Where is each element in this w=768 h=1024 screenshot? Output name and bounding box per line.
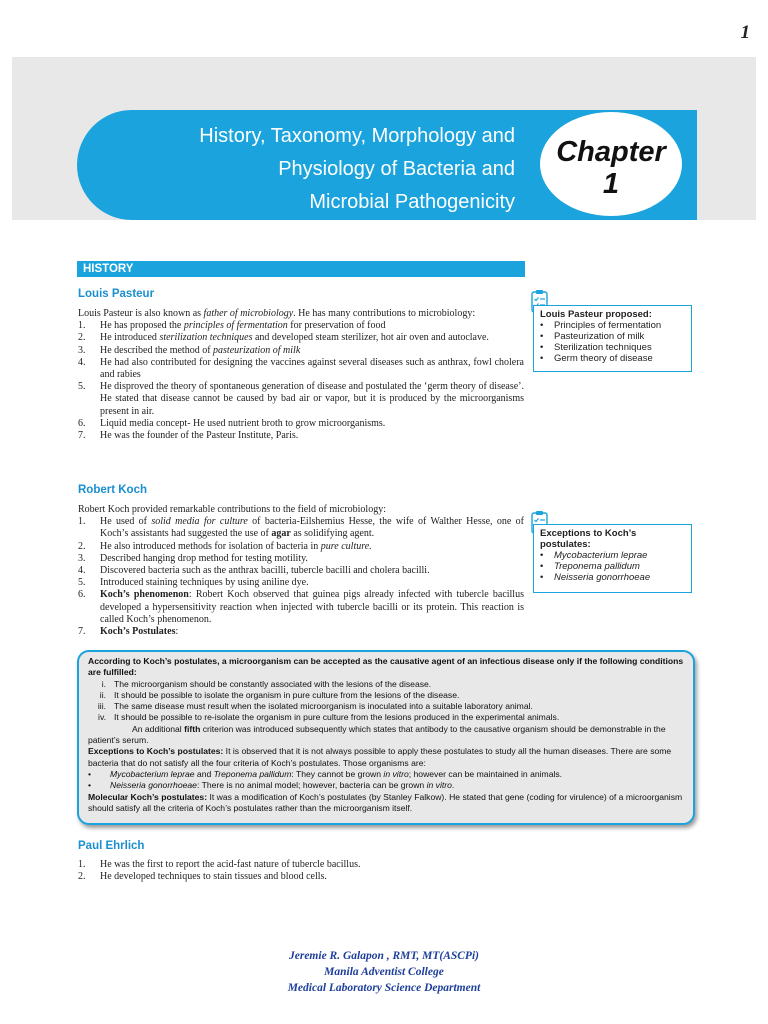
fifth-criterion: An additional fifth criterion was introduced subsequently which states that antibody to the causative organism should be demonstrable in the patient’s serum. [88,723,666,746]
pasteur-contributions-list [78,320,524,442]
list-item: 3. Described hanging drop method for testing motility. [78,552,308,564]
ehrlich-body [78,859,524,883]
koch-contributions-list [78,516,524,638]
exceptions-box-list [540,550,686,583]
ehrlich-contributions-list [78,859,524,883]
list-item: 6. Koch’s phenomenon: Robert Koch observed that guinea pigs already infected with tubercle bacillus developed a hypersensitivity reaction when injected with tubercle bacilli or its protein. This reaction is called Koch’s phenomenon. [78,589,524,625]
pasteur-body [78,308,524,442]
section-heading-history: HISTORY [77,261,525,277]
list-item: 3. He described the method of pasteurization of milk [78,344,301,356]
list-item: • Treponema pallidum [540,561,640,572]
chapter-title-line: Physiology of Bacteria and [278,158,515,180]
list-item: 7. Koch’s Postulates: [78,626,179,638]
list-item: 7. He was the founder of the Pasteur Institute, Paris. [78,430,299,442]
chapter-title-line: Microbial Pathogenicity [309,191,515,213]
footer-department: Medical Laboratory Science Department [287,982,481,994]
list-item: 4. He had also contributed for designing the vaccines against several diseases such as anthrax, fowl cholera and rabies [78,356,524,381]
list-item: 1. He has proposed the principles of fermentation for preservation of food [78,320,386,332]
koch-postulates-box [77,650,695,825]
list-item: 6. Liquid media concept- He used nutrient broth to grow microorganisms. [78,417,386,429]
footer-author: Jeremie R. Galapon , RMT, MT(ASCPi) [289,950,479,962]
postulates-intro: According to Koch’s postulates, a microorganism can be accepted as the causative agent of an infectious disease only if the following conditions are fulfilled: [88,656,684,678]
footer-college: Manila Adventist College [324,966,444,978]
list-item: • Neisseria gonorrhoeae [540,572,651,583]
pasteur-intro: Louis Pasteur is also known as father of microbiology. He has many contributions to microbiology: [78,308,476,319]
postulate-item: iii. The same disease must result when the isolated microorganism is inoculated into a suitable laboratory animal. [97,701,533,712]
list-item: 2. He introduced sterilization techniques and developed steam sterilizer, hot air oven and autoclave. [78,332,489,344]
list-item: 4. Discovered bacteria such as the anthrax bacilli, tubercle bacilli and cholera bacilli. [78,565,430,577]
exceptions-box-title: Exceptions to Koch’s postulates: [540,528,637,550]
summary-box-title: Louis Pasteur proposed: [540,309,652,320]
list-item: 2. He also introduced methods for isolation of bacteria in pure culture. [78,540,372,552]
exception-item: • Neisseria gonorrhoeae: There is no animal model; however, bacteria can be grown in vitro. [88,780,455,791]
chapter-badge [540,112,682,216]
list-item: • Germ theory of disease [540,353,653,364]
heading-paul-ehrlich: Paul Ehrlich [78,840,145,852]
chapter-word: Chapter [556,136,666,168]
list-item: 2. He developed techniques to stain tissues and blood cells. [78,871,327,883]
chapter-number: 1 [602,168,620,200]
list-item: • Principles of fermentation [540,320,662,331]
postulate-item: i. The microorganism should be constantly associated with the lesions of the disease. [101,678,432,689]
exception-item: • Mycobacterium leprae and Treponema pallidum: They cannot be grown in vitro; however can be maintained in animals. [88,768,563,779]
postulate-item: ii. It should be possible to isolate the organism in pure culture from the lesions of the disease. [99,689,460,700]
list-item: • Mycobacterium leprae [540,550,648,561]
page-footer [0,948,768,996]
chapter-title-line: History, Taxonomy, Morphology and [199,125,515,147]
molecular-postulates: Molecular Koch’s postulates: It was a modification of Koch’s postulates (by Stanley Falkow). He stated that gene (coding for virulence) of a microorganism should satisfy all the criteria of Koch’s postulates rather than the microorganism itself. [88,791,683,813]
heading-robert-koch: Robert Koch [78,484,147,496]
page-number: 1 [740,22,750,43]
koch-body [78,504,524,638]
heading-louis-pasteur: Louis Pasteur [78,288,155,300]
list-item: 1. He was the first to report the acid-fast nature of tubercle bacillus. [78,859,361,870]
pasteur-summary-box [533,305,692,372]
postulate-item: iv. It should be possible to re-isolate the organism in pure culture from the lesions produced in the experimental animals. [98,712,560,723]
list-item: • Pasteurization of milk [540,331,645,342]
list-item: 5. Introduced staining techniques by using aniline dye. [78,577,309,589]
postulates-exceptions: Exceptions to Koch’s postulates: It is observed that it is not always possible to apply these postulates to study all the human diseases. There are some bacteria that do not satisfy all the four criteria of Koch’s postulates. Those organisms are: [88,746,672,768]
list-item: 5. He disproved the theory of spontaneous generation of disease and postulated the ‘germ theory of disease’. He stated that disease cannot be caused by bad air or vapor, but it is produced by the microorganisms present in air. [78,381,524,417]
koch-exceptions-box [533,524,692,593]
summary-box-list [540,320,686,364]
chapter-title [135,120,515,219]
list-item: • Sterilization techniques [540,342,652,353]
list-item: 1. He used of solid media for culture of bacteria-Eilshemius Hesse, the wife of Walther Hesse, one of Koch’s assistants had suggested the use of agar as solidifying agent. [78,516,524,540]
koch-intro: Robert Koch provided remarkable contributions to the field of microbiology: [78,504,386,515]
